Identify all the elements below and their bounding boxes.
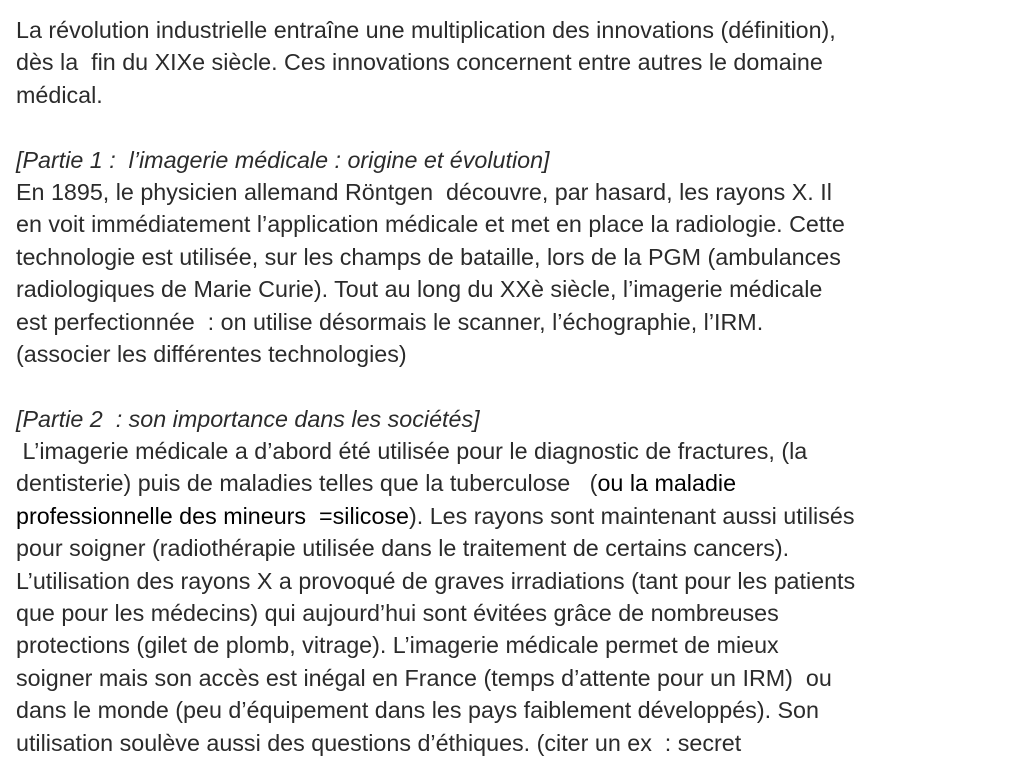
part1-line: radiologiques de Marie Curie). Tout au long du XXè siècle, l’imagerie médicale: [16, 276, 823, 303]
part2-heading: [Partie 2 : son importance dans les sociétés]: [16, 405, 480, 432]
part1-section: [16, 144, 1006, 371]
part2-line: dans le monde (peu d’équipement dans les pays faiblement développés). Son: [16, 697, 819, 724]
part1-line: en voit immédiatement l’application médicale et met en place la radiologie. Cette: [16, 211, 845, 238]
document-body: [16, 14, 1006, 759]
part2-line: que pour les médecins) qui aujourd’hui sont évitées grâce de nombreuses: [16, 600, 779, 627]
intro-line: médical.: [16, 81, 103, 108]
paragraph-spacer: [16, 370, 1006, 402]
part1-line: est perfectionnée : on utilise désormais le scanner, l’échographie, l’IRM.: [16, 308, 764, 335]
part2-text: ). Les rayons sont maintenant aussi utilisés: [409, 502, 855, 529]
part2-text: dentisterie) puis de maladies telles que la tuberculose (: [16, 470, 598, 497]
part2-line: L’utilisation des rayons X a provoqué de graves irradiations (tant pour les patients: [16, 567, 856, 594]
part2-inserted-text: ou la maladie: [597, 470, 737, 497]
part1-line: technologie est utilisée, sur les champs de bataille, lors de la PGM (ambulances: [16, 243, 841, 270]
part2-line: soigner mais son accès est inégal en France (temps d’attente pour un IRM) ou: [16, 664, 832, 691]
part2-line: utilisation soulève aussi des questions d’éthiques. (citer un ex : secret: [16, 729, 742, 756]
part1-line: (associer les différentes technologies): [16, 340, 407, 367]
part2-inserted-text: professionnelle des mineurs =silicose: [16, 502, 410, 529]
intro-line: La révolution industrielle entraîne une multiplication des innovations (définition),: [16, 17, 836, 43]
part2-line: [16, 500, 1006, 532]
part2-section: [16, 403, 1006, 759]
paragraph-spacer: [16, 111, 1006, 143]
part2-line: protections (gilet de plomb, vitrage). L’imagerie médicale permet de mieux: [16, 632, 779, 659]
part1-line: En 1895, le physicien allemand Röntgen découvre, par hasard, les rayons X. Il: [16, 178, 832, 205]
part2-line: pour soigner (radiothérapie utilisée dans le traitement de certains cancers).: [16, 535, 790, 562]
part2-line: [16, 467, 1006, 499]
part2-line: L’imagerie médicale a d’abord été utilisée pour le diagnostic de fractures, (la: [16, 438, 808, 465]
intro-line: dès la fin du XIXe siècle. Ces innovations concernent entre autres le domaine: [16, 49, 823, 76]
intro-paragraph: [16, 14, 1006, 111]
part1-heading: [Partie 1 : l’imagerie médicale : origine et évolution]: [16, 146, 550, 173]
